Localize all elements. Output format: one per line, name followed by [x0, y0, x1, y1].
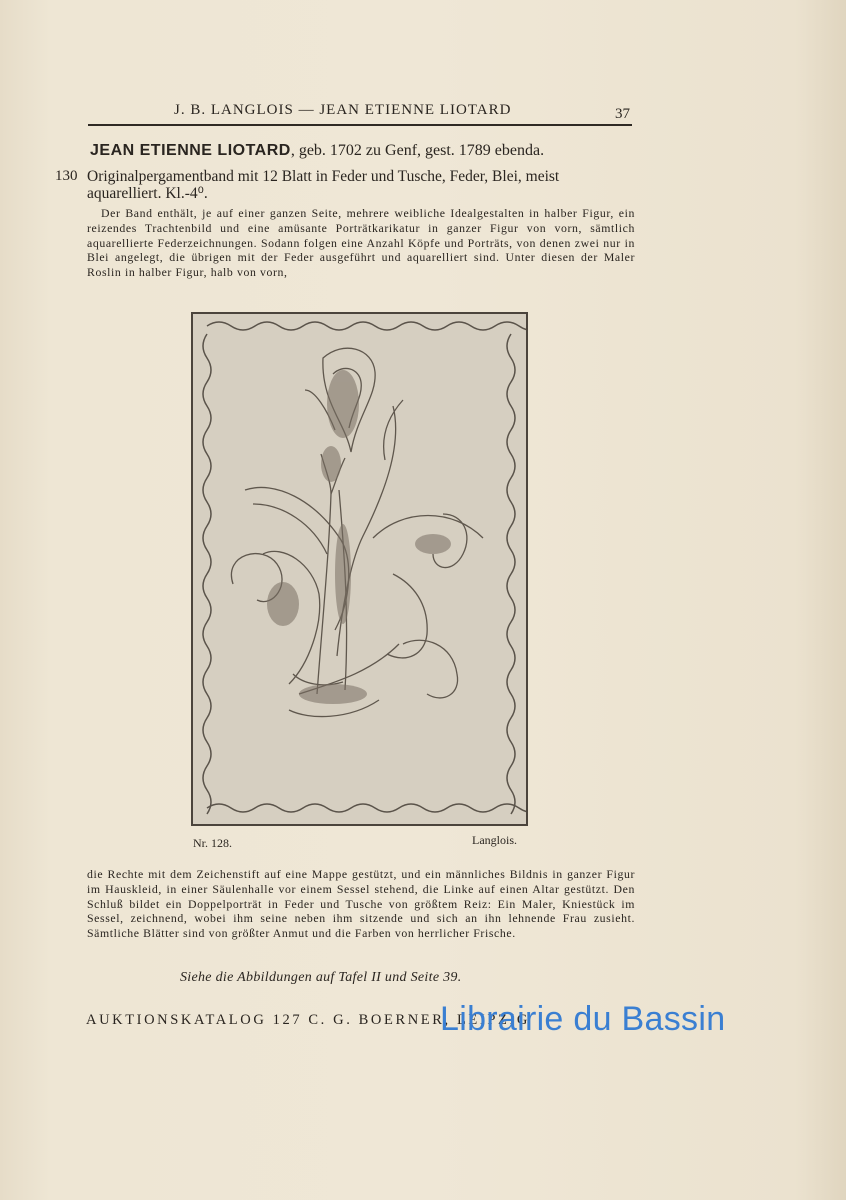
catalog-footer: AUKTIONSKATALOG 127 C. G. BOERNER, LEIPZIG: [86, 1012, 530, 1028]
ornament-plate-image: [191, 312, 528, 826]
running-head: [88, 100, 632, 126]
lot-description-part-1: Der Band enthält, je auf einer ganzen Seite, mehrere weibliche Idealgestalten in halber Figur, ein reizendes Trachtenbild und eine amüsante Porträtkarikatur in ganzer Figur von vorn, sämtlich aquarellierte Federzeichnungen. Sodann folgen eine Anzahl Köpfe und Porträts, von denen zwei nur in Blei angelegt, die übrigen mit der Feder ausgeführt und aquarelliert sind. Unter diesen der Maler Roslin in halber Figur, halb von vorn,: [87, 206, 635, 280]
plate-caption-artist: Langlois.: [472, 833, 517, 847]
artist-name: JEAN ETIENNE LIOTARD: [90, 142, 291, 159]
lot-number: 130: [55, 168, 78, 184]
artist-dates: , geb. 1702 zu Genf, gest. 1789 ebenda.: [290, 142, 545, 159]
plate-caption-number: Nr. 128.: [193, 836, 232, 850]
lot-description-part-2: die Rechte mit dem Zeichenstift auf eine Mappe gestützt, und ein männliches Bildnis in ganzer Figur im Hauskleid, in einer Säulenhalle vor einem Sessel stehend, die Linke auf einen Altar gestützt. Den Schluß bildet ein Doppelporträt in Feder und Tusche von größtem Reiz: Ein Maler, Kniestück im Sessel, zeichnend, wobei ihm seine neben ihm sitzende und sich an ihn lehnende Frau zusieht. Sämtliche Blätter sind von größter Anmut und die Farben von herrlicher Frische.: [87, 867, 635, 941]
bookseller-watermark: Librairie du Bassin: [440, 1000, 726, 1038]
running-title: J. B. LANGLOIS — JEAN ETIENNE LIOTARD: [174, 102, 512, 118]
ornament-drawing: [193, 314, 526, 824]
lot-title: Originalpergamentband mit 12 Blatt in Feder und Tusche, Feder, Blei, meist aquarelliert. Kl.-4⁰.: [87, 168, 560, 202]
artist-heading: [90, 142, 640, 160]
see-also-note: Siehe die Abbildungen auf Tafel II und Seite 39.: [180, 970, 462, 985]
page-number: 37: [615, 106, 630, 122]
